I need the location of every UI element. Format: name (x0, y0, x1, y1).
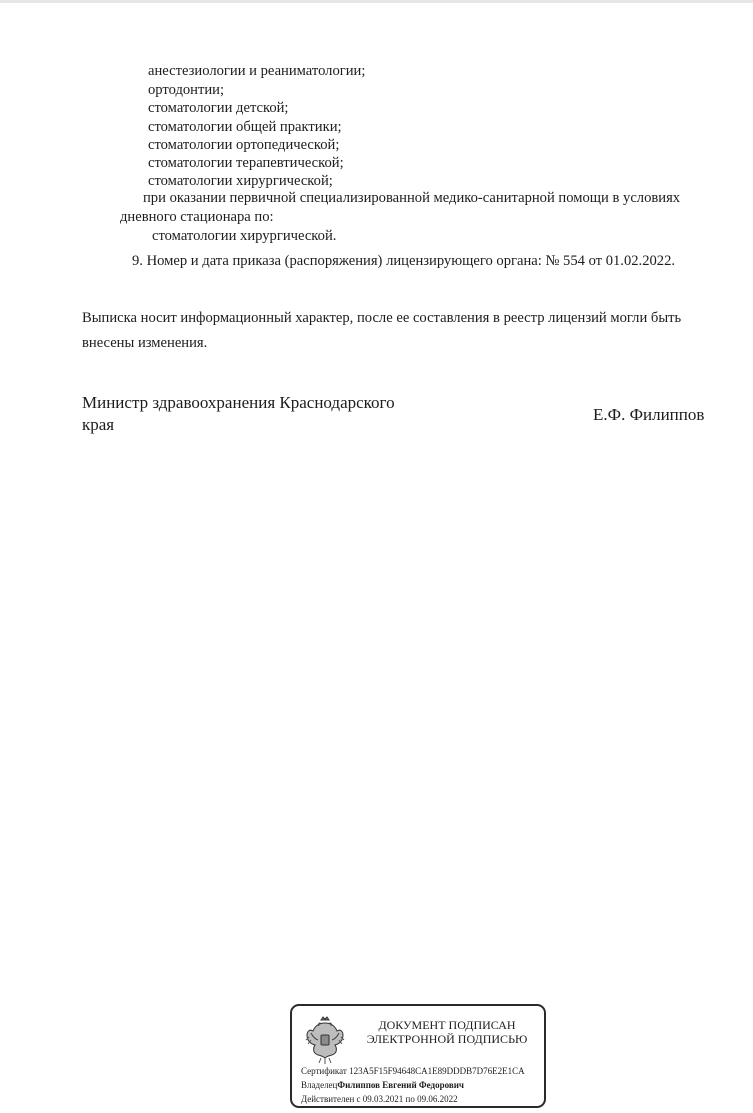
coat-of-arms-emblem-icon (303, 1014, 347, 1066)
signatory-position (82, 392, 395, 436)
signatory-name: Е.Ф. Филиппов (593, 405, 705, 424)
note-text: внесены изменения. (82, 335, 208, 351)
stamp-title-line: ЭЛЕКТРОННОЙ ПОДПИСЬЮ (366, 1032, 528, 1046)
day-hospital-line: при оказании первичной специализированной медико-санитарной помощи в условиях (143, 190, 681, 206)
activity-line: анестезиологии и реаниматологии; (148, 63, 366, 79)
stamp-certificate: Сертификат 123A5F15F94648CA1E89DDDB7D76E2E1CA (301, 1066, 525, 1076)
stamp-owner-name: Филиппов Евгений Федорович (337, 1080, 464, 1090)
activity-line: ортодонтии; (148, 82, 225, 98)
activity-line: стоматологии детской; (148, 100, 289, 116)
activity-line: стоматологии терапевтической; (148, 155, 344, 171)
item-9-order: 9. Номер и дата приказа (распоряжения) лицензирующего органа: № 554 от 01.02.2022. (132, 253, 676, 269)
note-text: Выписка носит информационный характер, после ее составления в реестр лицензий могли быть (82, 310, 682, 326)
day-hospital-line: дневного стационара по: (120, 209, 274, 225)
stamp-owner-label: Владелец (301, 1080, 338, 1090)
stamp-title-line: ДОКУМЕНТ ПОДПИСАН (378, 1018, 516, 1032)
day-hospital-line: стоматологии хирургической. (152, 228, 337, 244)
signatory-position-line: Министр здравоохранения Краснодарского (82, 393, 395, 412)
activity-line: стоматологии общей практики; (148, 119, 342, 135)
stamp-validity: Действителен с 09.03.2021 по 09.06.2022 (301, 1094, 458, 1104)
activity-line: стоматологии ортопедической; (148, 137, 340, 153)
signatory-position-line: края (82, 415, 115, 434)
electronic-signature-stamp (290, 1004, 546, 1108)
stamp-title (352, 1018, 542, 1046)
activity-line: стоматологии хирургической; (148, 173, 333, 189)
stamp-owner (301, 1080, 464, 1091)
